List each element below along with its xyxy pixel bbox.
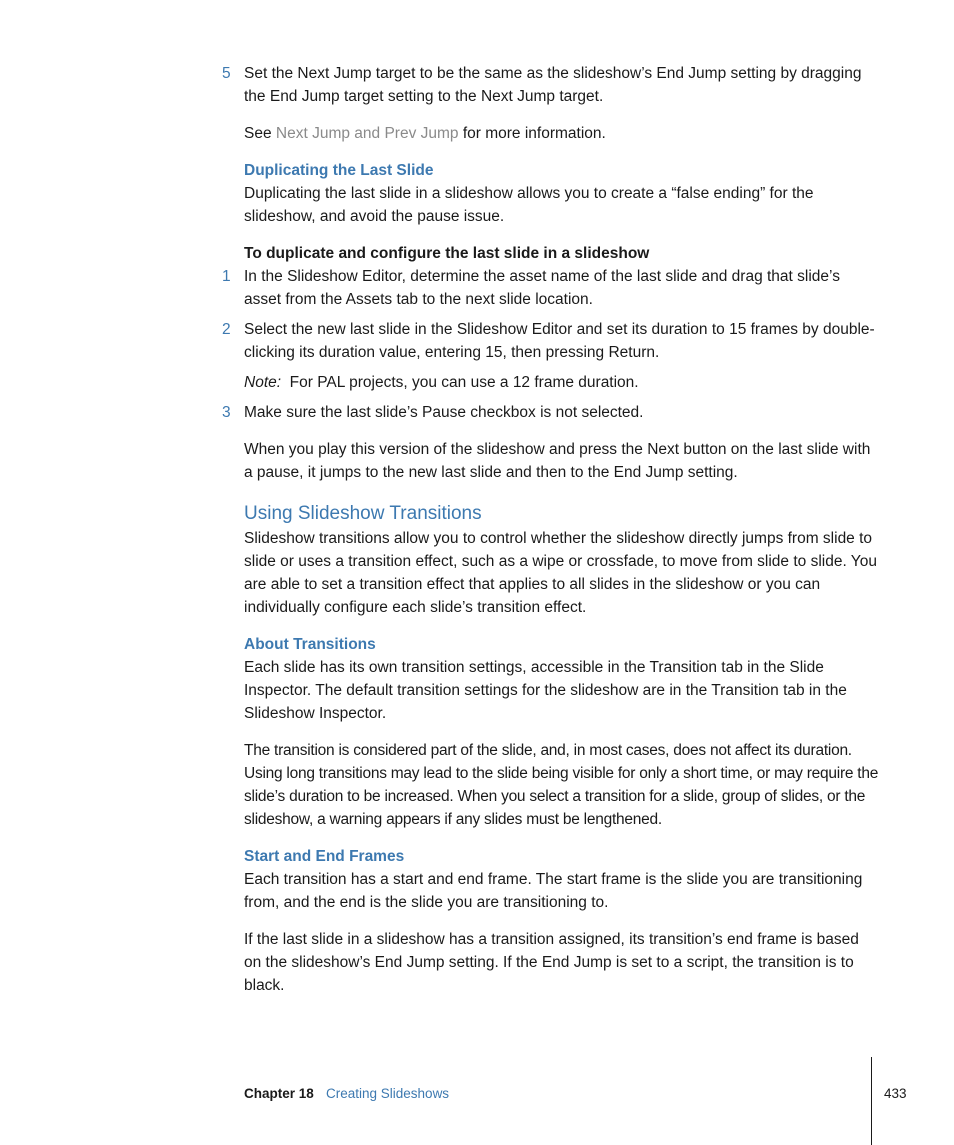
footer-chapter-title[interactable]: Creating Slideshows [326, 1086, 450, 1101]
see-suffix: for more information. [458, 125, 606, 142]
step-text: In the Slideshow Editor, determine the asset name of the last slide and drag that slide’s asset from the Assets tab to the next slide location. [244, 268, 840, 308]
note-text: For PAL projects, you can use a 12 frame duration. [281, 374, 639, 391]
heading-duplicating-last-slide: Duplicating the Last Slide [244, 162, 434, 179]
heading-about-transitions: About Transitions [244, 636, 376, 653]
step-text: Set the Next Jump target to be the same as the slideshow’s End Jump setting by dragging the End Jump target setting to the Next Jump target. [244, 65, 862, 105]
step-number: 2 [222, 321, 231, 338]
footer-divider [871, 1057, 872, 1145]
next-jump-link[interactable]: Next Jump and Prev Jump [275, 125, 459, 142]
step-number: 5 [222, 65, 231, 82]
step-3 [222, 401, 880, 424]
see-prefix: See [244, 125, 276, 142]
step-5 [222, 62, 880, 108]
transitions-intro: Slideshow transitions allow you to control whether the slideshow directly jumps from slide to slide or uses a transition effect, such as a wipe or crossfade, to move from slide to slide. You are able to set a transition effect that applies to all slides in the slideshow or you can individually configure each slide’s transition effect. [244, 530, 877, 616]
page-number: 433 [884, 1086, 907, 1101]
step-1 [222, 265, 880, 311]
footer-chapter: Chapter 18 [244, 1086, 314, 1101]
step-number: 1 [222, 268, 231, 285]
step-2 [222, 318, 880, 364]
see-also-line [244, 122, 880, 145]
note [244, 371, 880, 394]
frames-para-2: If the last slide in a slideshow has a transition assigned, its transition’s end frame is based on the slideshow’s End Jump setting. If the End Jump is set to a script, the transition is to black. [244, 931, 859, 994]
step-text: Make sure the last slide’s Pause checkbox is not selected. [244, 404, 644, 421]
about-para-1: Each slide has its own transition settings, accessible in the Transition tab in the Slide Inspector. The default transition settings for the slideshow are in the Transition tab in the Slideshow Inspector. [244, 659, 847, 722]
frames-para-1: Each transition has a start and end frame. The start frame is the slide you are transitioning from, and the end is the slide you are transitioning to. [244, 871, 863, 911]
step-text: Select the new last slide in the Slideshow Editor and set its duration to 15 frames by double-clicking its duration value, entering 15, then pressing Return. [244, 321, 875, 361]
duplicating-closing: When you play this version of the slideshow and press the Next button on the last slide with a pause, it jumps to the new last slide and then to the End Jump setting. [244, 441, 871, 481]
step-number: 3 [222, 404, 231, 421]
heading-start-end-frames: Start and End Frames [244, 848, 405, 865]
duplicating-intro: Duplicating the last slide in a slideshow allows you to create a “false ending” for the slideshow, and avoid the pause issue. [244, 185, 814, 225]
heading-using-slideshow-transitions: Using Slideshow Transitions [244, 503, 482, 524]
about-para-2: The transition is considered part of the slide, and, in most cases, does not affect its duration. Using long transitions may lead to the slide being visible for only a short time, or may require the slide’s duration to be increased. When you select a transition for a slide, group of slides, or the slideshow, a warning appears if any slides must be lengthened. [244, 742, 879, 828]
task-heading: To duplicate and configure the last slide in a slideshow [244, 245, 650, 262]
note-label: Note: [244, 374, 282, 391]
